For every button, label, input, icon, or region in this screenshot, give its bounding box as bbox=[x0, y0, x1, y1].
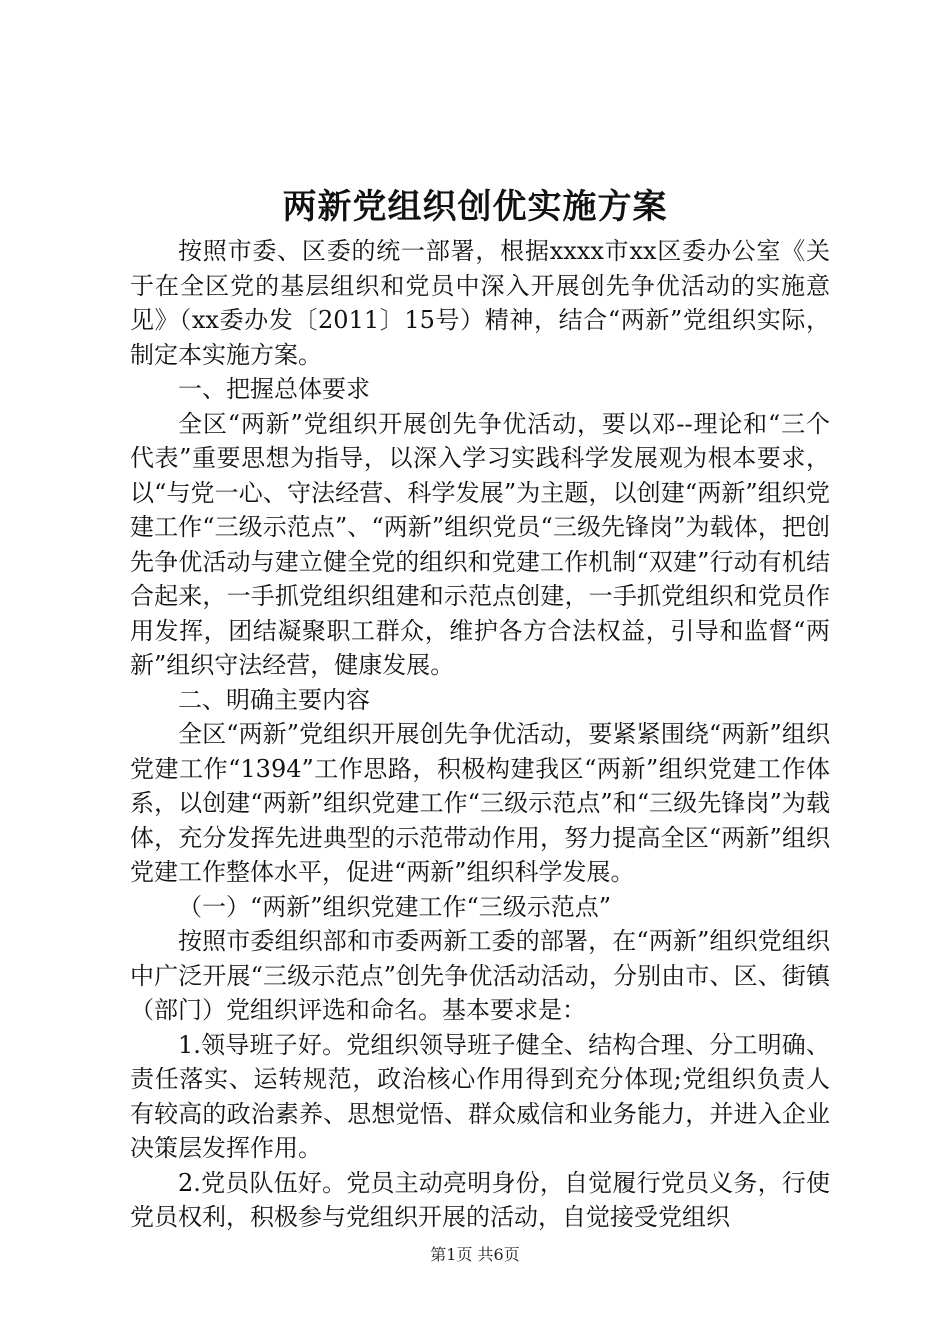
paragraph-section-2: 全区“两新”党组织开展创先争优活动，要紧紧围绕“两新”组织党建工作“1394”工作思路，积极构建我区“两新”组织党建工作体系，以创建“两新”组织党建工作“三级示范点”和“三级先锋岗”为载体，充分发挥先进典型的示范带动作用，努力提高全区“两新”组织党建工作整体水平，促进“两新”组织科学发展。 bbox=[130, 720, 830, 886]
paragraph-item-1: 1.领导班子好。党组织领导班子健全、结构合理、分工明确、责任落实、运转规范，政治核心作用得到充分体现;党组织负责人有较高的政治素养、思想觉悟、群众威信和业务能力，并进入企业决策层发挥作用。 bbox=[130, 1030, 830, 1162]
page-footer: 第1页 共6页 bbox=[430, 1245, 520, 1264]
paragraph-item-2: 2.党员队伍好。党员主动亮明身份，自觉履行党员义务，行使党员权利，积极参与党组织开展的活动，自觉接受党组织 bbox=[130, 1168, 830, 1231]
document-title: 两新党组织创优实施方案 bbox=[282, 187, 668, 227]
document-body bbox=[130, 234, 830, 1235]
paragraph-section-1: 全区“两新”党组织开展创先争优活动，要以邓--理论和“三个代表”重要思想为指导，以深入学习实践科学发展观为根本要求，以“与党一心、守法经营、科学发展”为主题，以创建“两新”组织党建工作“三级示范点”、“两新”组织党员“三级先锋岗”为载体，把创先争优活动与建立健全党的组织和党建工作机制“双建”行动有机结合起来，一手抓党组织组建和示范点创建，一手抓党组织和党员作用发挥，团结凝聚职工群众，维护各方合法权益，引导和监督“两新”组织守法经营，健康发展。 bbox=[130, 409, 830, 679]
subsection-heading-1: （一）“两新”组织党建工作“三级示范点” bbox=[178, 892, 612, 921]
paragraph-intro: 按照市委、区委的统一部署，根据xxxx市xx区委办公室《关于在全区党的基层组织和党员中深入开展创先争优活动的实施意见》（xx委办发〔2011〕15号）精神，结合“两新”党组织实际，制定本实施方案。 bbox=[130, 237, 830, 369]
section-heading-1: 一、把握总体要求 bbox=[178, 375, 370, 403]
paragraph-subsection-1: 按照市委组织部和市委两新工委的部署，在“两新”组织党组织中广泛开展“三级示范点”创先争优活动活动，分别由市、区、街镇（部门）党组织评选和命名。基本要求是： bbox=[130, 927, 830, 1024]
section-heading-2: 二、明确主要内容 bbox=[178, 685, 370, 714]
